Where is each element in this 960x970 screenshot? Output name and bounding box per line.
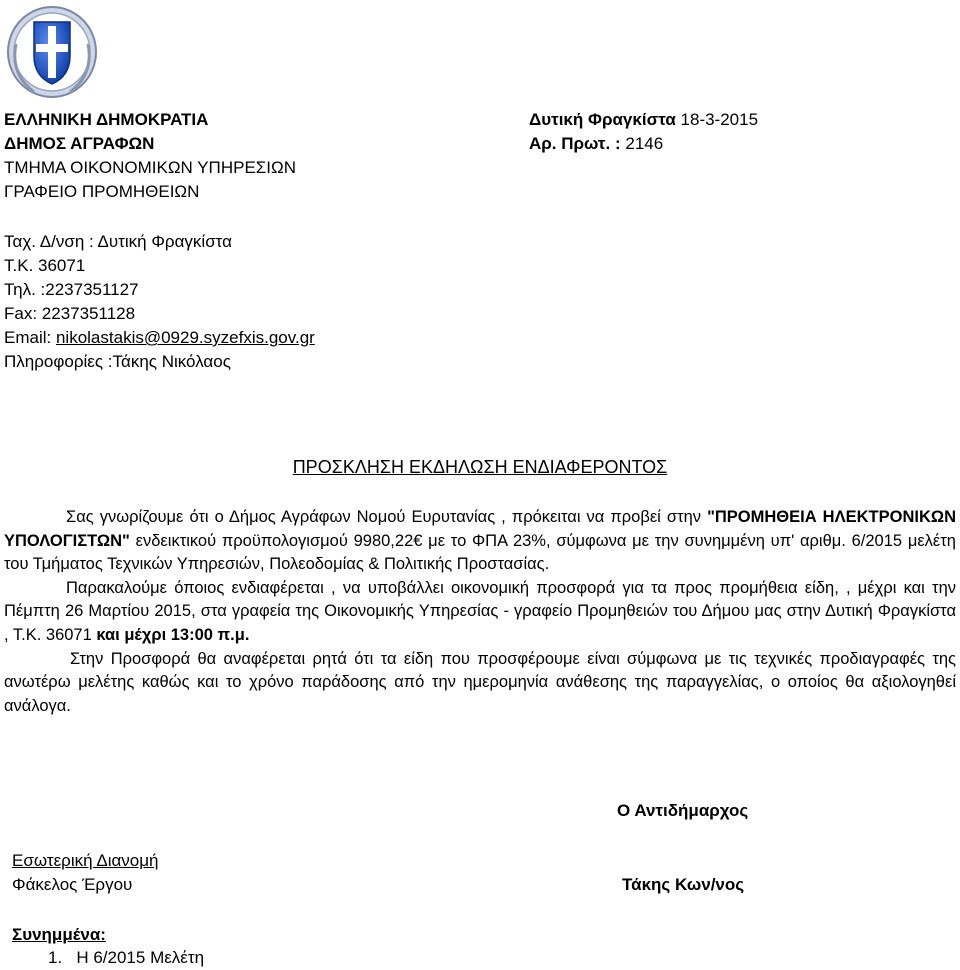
body-bold-text: και μέχρι 13:00 π.μ. bbox=[96, 625, 250, 644]
contact-block bbox=[4, 230, 315, 374]
body-text: Σας γνωρίζουμε ότι ο Δήμος Αγράφων Νομού Ευρυτανίας , πρόκειται να προβεί στην bbox=[66, 508, 708, 526]
attachment-item: 1. Η 6/2015 Μελέτη bbox=[48, 948, 205, 967]
protocol-line bbox=[529, 132, 663, 156]
date-line bbox=[529, 108, 758, 132]
fax-line: Fax: 2237351128 bbox=[4, 304, 136, 323]
info-line: Πληροφορίες :Τάκης Νικόλαος bbox=[4, 352, 231, 371]
distribution-item: Φάκελος Έργου bbox=[12, 875, 133, 894]
signatory-name: Τάκης Κων/νος bbox=[622, 875, 745, 894]
postal-code-line: Τ.Κ. 36071 bbox=[4, 256, 86, 275]
email-link[interactable]: nikolastakis@0929.syzefxis.gov.gr bbox=[55, 328, 315, 347]
body-paragraph-3 bbox=[4, 648, 956, 719]
protocol-label: Αρ. Πρωτ. : bbox=[529, 134, 621, 153]
document-body bbox=[4, 506, 956, 718]
protocol-number: 2146 bbox=[625, 134, 664, 153]
authority-line: ΤΜΗΜΑ ΟΙΚΟΝΟΜΙΚΩΝ ΥΠΗΡΕΣΙΩΝ bbox=[4, 158, 297, 177]
document-title: ΠΡΟΣΚΛΗΣΗ ΕΚΔΗΛΩΣΗ ΕΝΔΙΑΦΕΡΟΝΤΟΣ bbox=[292, 457, 668, 477]
authority-line: ΕΛΛΗΝΙΚΗ ΔΗΜΟΚΡΑΤΙΑ bbox=[4, 110, 209, 129]
distribution-heading: Εσωτερική Διανομή bbox=[12, 851, 159, 870]
attachments-heading: Συνημμένα: bbox=[12, 925, 106, 944]
body-text: Στην Προσφορά θα αναφέρεται ρητά ότι τα είδη που προσφέρουμε είναι σύμφωνα με τις τεχνικές προδιαγραφές της ανωτέρω μελέτης καθώς και το χρόνο παράδοσης από την ημερομηνία ανάθεσης της παραγγελίας, ο οποίος θα αξιολογηθεί ανάλογα. bbox=[4, 649, 956, 715]
phone-line: Τηλ. :2237351127 bbox=[4, 280, 139, 299]
body-paragraph-1 bbox=[4, 506, 956, 577]
authority-line: ΓΡΑΦΕΙΟ ΠΡΟΜΗΘΕΙΩΝ bbox=[4, 182, 200, 201]
document-date: 18-3-2015 bbox=[680, 110, 759, 129]
body-text: Παρακαλούμε όποιος ενδιαφέρεται , να υποβάλλει οικονομική προσφορά για τα προς προμήθεια είδη, , μέχρι και την Πέμπτη 26 Μαρτίου 2015, στα γραφεία της Οικονομικής Υπηρεσίας - γραφείο Προμηθειών του Δήμου μας στην Δυτική Φραγκίστα , Τ.Κ. 36071 bbox=[4, 578, 956, 644]
email-line bbox=[4, 326, 315, 350]
signatory-role: Ο Αντιδήμαρχος bbox=[617, 801, 749, 820]
body-bold-text: "ΠΡΟΜΗΘΕΙΑ ΗΛΕΚΤΡΟΝΙΚΩΝ ΥΠΟΛΟΓΙΣΤΩΝ" bbox=[4, 508, 957, 550]
body-paragraph-2 bbox=[4, 577, 956, 648]
address-line: Ταχ. Δ/νση : Δυτική Φραγκίστα bbox=[4, 232, 232, 251]
body-text: ενδεικτικού προϋπολογισμού 9980,22€ με το ΦΠΑ 23%, σύμφωνα με την συνημμένη υπ' αριθμ. 6/2015 μελέτη του Τμήματος Τεχνικών Υπηρεσιών, Πολεοδομίας & Πολιτικής Προστασίας. bbox=[4, 531, 956, 574]
authority-line: ΔΗΜΟΣ ΑΓΡΑΦΩΝ bbox=[4, 134, 155, 153]
authority-block bbox=[4, 108, 296, 204]
place-label: Δυτική Φραγκίστα bbox=[529, 110, 676, 129]
email-label: Email: bbox=[4, 328, 56, 347]
greek-emblem-icon bbox=[4, 4, 100, 100]
